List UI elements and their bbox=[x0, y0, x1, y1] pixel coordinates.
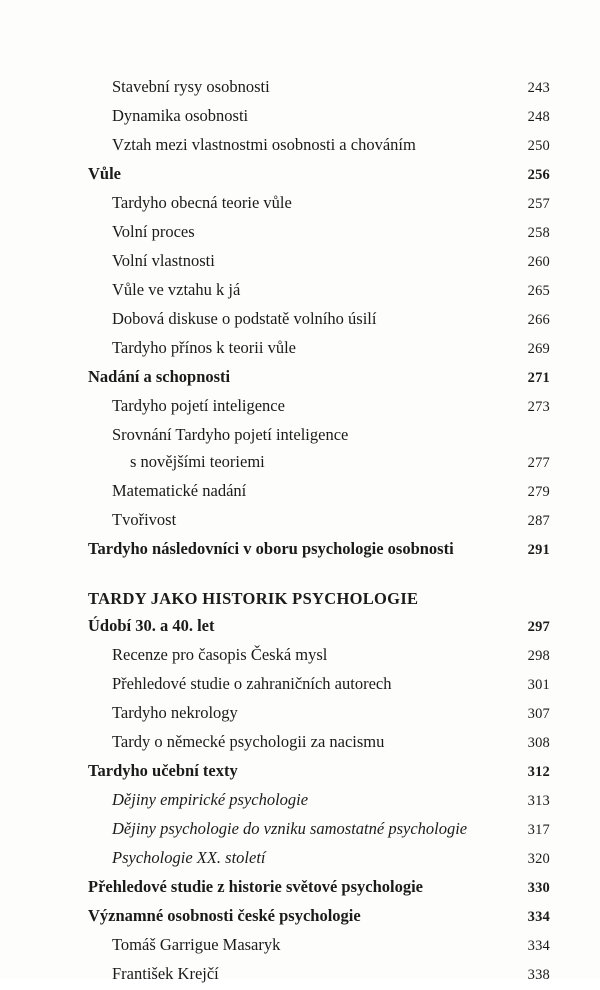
toc-entry[interactable] bbox=[88, 190, 550, 218]
toc-entry-label: Dobová diskuse o podstatě volního úsilí bbox=[112, 309, 377, 328]
toc-entry[interactable] bbox=[88, 306, 550, 334]
toc-entry-page-number: 312 bbox=[527, 764, 550, 780]
toc-entry[interactable] bbox=[88, 507, 550, 535]
toc-entry-page-number: 297 bbox=[527, 619, 550, 635]
toc-entry-page-number: 271 bbox=[527, 370, 550, 386]
toc-entry-label: Vůle ve vztahu k já bbox=[112, 280, 241, 299]
toc-entry[interactable] bbox=[88, 277, 550, 305]
toc-entry-page-number: 250 bbox=[527, 138, 550, 154]
toc-entry-page-number: 258 bbox=[527, 225, 550, 241]
toc-entry-page-number: 313 bbox=[527, 793, 550, 809]
toc-entry[interactable] bbox=[88, 903, 550, 931]
toc-entry-page-number: 334 bbox=[527, 909, 550, 925]
toc-entry[interactable] bbox=[88, 132, 550, 160]
toc-entry-label: Tardyho přínos k teorii vůle bbox=[112, 338, 296, 357]
toc-entry-page-number: 301 bbox=[527, 677, 550, 693]
toc-entry-label: Psychologie XX. století bbox=[112, 848, 266, 867]
toc-entry[interactable] bbox=[88, 74, 550, 102]
toc-entry-label: Stavební rysy osobnosti bbox=[112, 77, 270, 96]
toc-entry-page-number: 338 bbox=[527, 967, 550, 983]
toc-entry-label: Tomáš Garrigue Masaryk bbox=[112, 935, 281, 954]
toc-entry[interactable] bbox=[88, 816, 550, 844]
toc-entry-label: Nadání a schopnosti bbox=[88, 367, 231, 386]
toc-entry-label: Tardy o německé psychologii za nacismu bbox=[112, 732, 385, 751]
toc-entry[interactable] bbox=[88, 758, 550, 786]
toc-entry-page-number: 320 bbox=[527, 851, 550, 867]
toc-entry-page-number: 273 bbox=[527, 399, 550, 415]
toc-entry-page-number: 260 bbox=[527, 254, 550, 270]
toc-entry[interactable] bbox=[88, 248, 550, 276]
toc-entry-label: Volní vlastnosti bbox=[112, 251, 215, 270]
toc-entry[interactable] bbox=[88, 219, 550, 247]
toc-entry-page-number: 317 bbox=[527, 822, 550, 838]
toc-entry[interactable] bbox=[88, 364, 550, 392]
toc-entry-page-number: 291 bbox=[527, 542, 550, 558]
toc-entry[interactable] bbox=[88, 613, 550, 641]
toc-entry-page-number: 257 bbox=[527, 196, 550, 212]
toc-entry-label: Tardyho učební texty bbox=[88, 761, 238, 780]
toc-entry-page-number: 277 bbox=[527, 455, 550, 471]
toc-entry-label: TARDY JAKO HISTORIK PSYCHOLOGIE bbox=[88, 589, 419, 608]
toc-entry[interactable] bbox=[88, 393, 550, 421]
toc-entry-label: Matematické nadání bbox=[112, 481, 247, 500]
toc-entry-label: Údobí 30. a 40. let bbox=[88, 616, 215, 635]
toc-entry-label: Vztah mezi vlastnostmi osobnosti a chováním bbox=[112, 135, 416, 154]
table-of-contents bbox=[88, 74, 550, 990]
toc-entry[interactable] bbox=[88, 932, 550, 960]
toc-entry-label: Přehledové studie o zahraničních autorech bbox=[112, 674, 392, 693]
toc-entry-label: s novějšími teoriemi bbox=[130, 452, 265, 471]
toc-entry-page-number: 298 bbox=[527, 648, 550, 664]
toc-entry-label: Vůle bbox=[88, 164, 121, 183]
toc-entry-page-number: 269 bbox=[527, 341, 550, 357]
toc-entry-label: Tardyho pojetí inteligence bbox=[112, 396, 285, 415]
toc-entry-page-number: 266 bbox=[527, 312, 550, 328]
toc-entry[interactable] bbox=[88, 536, 550, 564]
toc-entry[interactable] bbox=[88, 671, 550, 699]
toc-entry-page-number: 265 bbox=[527, 283, 550, 299]
toc-entry-label: Dějiny empirické psychologie bbox=[112, 790, 309, 809]
toc-entry-label: Dějiny psychologie do vzniku samostatné psychologie bbox=[112, 819, 468, 838]
toc-entry[interactable] bbox=[88, 478, 550, 506]
section-spacer bbox=[88, 565, 550, 586]
toc-entry-page-number: 334 bbox=[527, 938, 550, 954]
toc-entry[interactable] bbox=[88, 103, 550, 131]
toc-entry-page-number: 308 bbox=[527, 735, 550, 751]
toc-entry[interactable] bbox=[88, 586, 550, 612]
toc-entry-label: Významné osobnosti české psychologie bbox=[88, 906, 361, 925]
toc-entry-page-number: 243 bbox=[527, 80, 550, 96]
toc-entry-label: Dynamika osobnosti bbox=[112, 106, 249, 125]
toc-entry[interactable] bbox=[88, 700, 550, 728]
toc-entry-page-number: 279 bbox=[527, 484, 550, 500]
toc-entry[interactable] bbox=[88, 845, 550, 873]
toc-entry-label: Přehledové studie z historie světové psychologie bbox=[88, 877, 423, 896]
toc-entry[interactable] bbox=[88, 874, 550, 902]
toc-entry-label: Tardyho následovníci v oboru psychologie osobnosti bbox=[88, 539, 454, 558]
toc-entry[interactable] bbox=[88, 161, 550, 189]
toc-entry-label: František Krejčí bbox=[112, 964, 219, 983]
toc-entry-page-number: 256 bbox=[527, 167, 550, 183]
toc-entry-label: Srovnání Tardyho pojetí inteligence bbox=[112, 425, 349, 444]
toc-entry[interactable] bbox=[88, 422, 550, 448]
toc-entry[interactable] bbox=[88, 729, 550, 757]
toc-entry-label: Tvořivost bbox=[112, 510, 177, 529]
toc-entry[interactable] bbox=[88, 642, 550, 670]
toc-entry[interactable] bbox=[88, 787, 550, 815]
toc-entry-label: Tardyho obecná teorie vůle bbox=[112, 193, 292, 212]
toc-entry-page-number: 287 bbox=[527, 513, 550, 529]
toc-entry-page-number: 307 bbox=[527, 706, 550, 722]
toc-entry[interactable] bbox=[88, 961, 550, 989]
toc-entry[interactable] bbox=[88, 335, 550, 363]
toc-entry[interactable] bbox=[88, 449, 550, 477]
toc-entry-page-number: 248 bbox=[527, 109, 550, 125]
toc-entry-label: Recenze pro časopis Česká mysl bbox=[112, 645, 328, 664]
toc-entry-page-number: 330 bbox=[527, 880, 550, 896]
toc-entry-label: Volní proces bbox=[112, 222, 195, 241]
toc-entry-label: Tardyho nekrology bbox=[112, 703, 238, 722]
